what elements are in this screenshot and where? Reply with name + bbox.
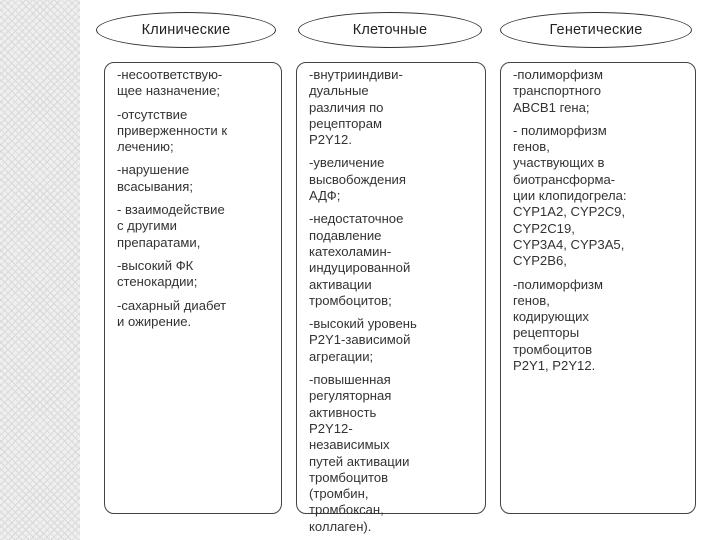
header-clinical (96, 12, 276, 48)
genetic-item-3: -полиморфизм генов, кодирующих рецепторы тромбоцитов P2Y1, P2Y12. (513, 276, 604, 374)
header-cellular-label: Клеточные (352, 22, 428, 38)
clinical-item-3: -нарушение всасывания; (117, 162, 193, 194)
cellular-item-4: -высокий уровень P2Y1-зависимой агрегации; (309, 316, 417, 364)
clinical-item-2: -отсутствие приверженности к лечению; (117, 106, 228, 155)
clinical-item-6: -сахарный диабет и ожирение. (117, 297, 227, 329)
cellular-item-5: -повышенная регуляторная активность P2Y12- независимых путей активации тромбоцитов (тромбин, тромбоксан, коллаген). (309, 372, 410, 534)
header-genetic-label: Генетические (549, 22, 643, 38)
clinical-item-1: -несоответствую- щее назначение; (117, 67, 223, 99)
cellular-item-2: -увеличение высвобождения АДФ; (309, 155, 406, 204)
header-genetic (500, 12, 692, 48)
header-cellular (298, 12, 482, 48)
header-clinical-label: Клинические (141, 22, 231, 38)
cellular-item-1: -внутрииндиви- дуальные различия по рецепторам P2Y12. (309, 67, 403, 148)
clinical-item-4: - взаимодействие с другими препаратами, (117, 202, 225, 250)
cellular-item-3: -недостаточное подавление катехоламин- индуцированной активации тромбоцитов; (309, 211, 411, 308)
genetic-item-1: -полиморфизм транспортного ABCB1 гена; (513, 67, 604, 115)
genetic-item-2: - полиморфизм генов, участвующих в биотрансформа- ции клопидогрела: CYP1A2, CYP2C9, CYP2C19, CYP3A4, CYP3A5, CYP2B6, (513, 122, 627, 269)
column-cellular (296, 62, 486, 534)
clinical-item-5: -высокий ФК стенокардии; (117, 257, 198, 290)
column-clinical (104, 62, 282, 514)
column-genetic (500, 62, 696, 514)
decorative-side-stripe (0, 0, 80, 540)
